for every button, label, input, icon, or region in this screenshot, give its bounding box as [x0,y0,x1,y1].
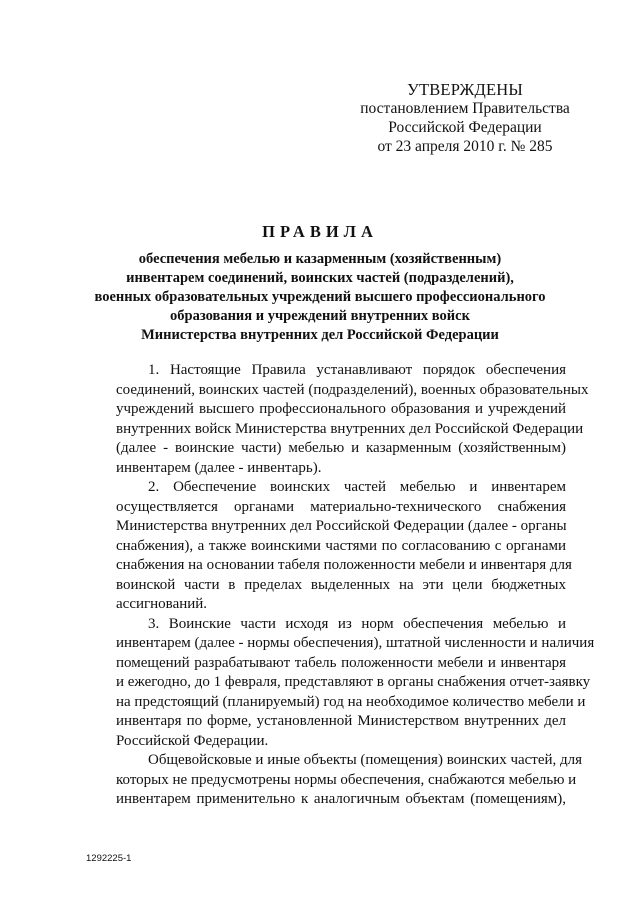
body-line: 2. Обеспечение воинских частей мебелью и инвентарем [148,479,566,495]
subtitle-line: обеспечения мебелью и казарменным (хозяйственным) [138,251,502,267]
body-line: Министерства внутренних дел Российской Федерации (далее - органы [116,518,567,534]
document-body [84,361,595,810]
document-subtitle [60,250,580,345]
body-line: инвентаря по форме, установленной Министерством внутренних дел [116,713,566,729]
subtitle-line: военных образовательных учреждений высшего профессионального [94,289,546,305]
approved-heading: УТВЕРЖДЕНЫ [407,80,523,99]
body-line: инвентарем (далее - инвентарь). [116,459,322,476]
approval-line-government: Российской Федерации [388,119,542,136]
document-title: ПРАВИЛА [262,222,378,241]
approval-line-decree: постановлением Правительства [360,100,570,117]
body-line: учреждений высшего профессионального образования и учреждений [116,401,566,417]
document-code: 1292225-1 [86,853,132,864]
body-line: инвентарем применительно к аналогичным объектам (помещениям), [116,791,566,807]
document-heading [60,222,580,345]
paragraph-3 [84,615,595,752]
approval-line-date: от 23 апреля 2010 г. № 285 [377,138,553,155]
subtitle-line: образования и учреждений внутренних войск [170,308,470,324]
body-line: на предстоящий (планируемый) год на необходимое количество мебели и [116,693,586,710]
paragraph-4 [84,751,583,810]
body-line: осуществляется органами материально-технического снабжения [116,498,566,515]
body-line: 1. Настоящие Правила устанавливают порядок обеспечения [148,362,566,378]
paragraph-1 [84,361,589,478]
body-line: (далее - воинские части) мебелью и казарменным (хозяйственным) [116,440,566,456]
body-line: внутренних войск Министерства внутренних дел Российской Федерации [116,420,584,437]
body-line: инвентарем (далее - нормы обеспечения), штатной численности и наличия [116,635,595,651]
body-line: помещений разрабатывают табель положенности мебели и инвентаря [116,654,566,671]
body-line: снабжения на основании табеля положенности мебели и инвентаря для [116,557,572,573]
body-line: снабжения), а также воинскими частями по согласованию с органами [116,537,566,554]
body-line: соединений, воинских частей (подразделений), военных образовательных [116,381,589,398]
body-line: ассигнований. [116,596,208,612]
body-line: 3. Воинские части исходя из норм обеспечения мебелью и [148,615,566,632]
subtitle-line: Министерства внутренних дел Российской Федерации [141,327,499,343]
subtitle-line: инвентарем соединений, воинских частей (подразделений), [126,270,514,286]
body-line: и ежегодно, до 1 февраля, представляют в органы снабжения отчет-заявку [116,674,591,690]
body-line: воинской части в пределах выделенных на эти цели бюджетных [116,576,566,593]
body-line: которых не предусмотрены нормы обеспечения, снабжаются мебелью и [116,771,577,788]
approval-stamp [340,80,590,156]
paragraph-2 [84,478,572,615]
body-line: Общевойсковые и иные объекты (помещения) воинских частей, для [148,752,583,768]
body-line: Российской Федерации. [116,732,269,749]
